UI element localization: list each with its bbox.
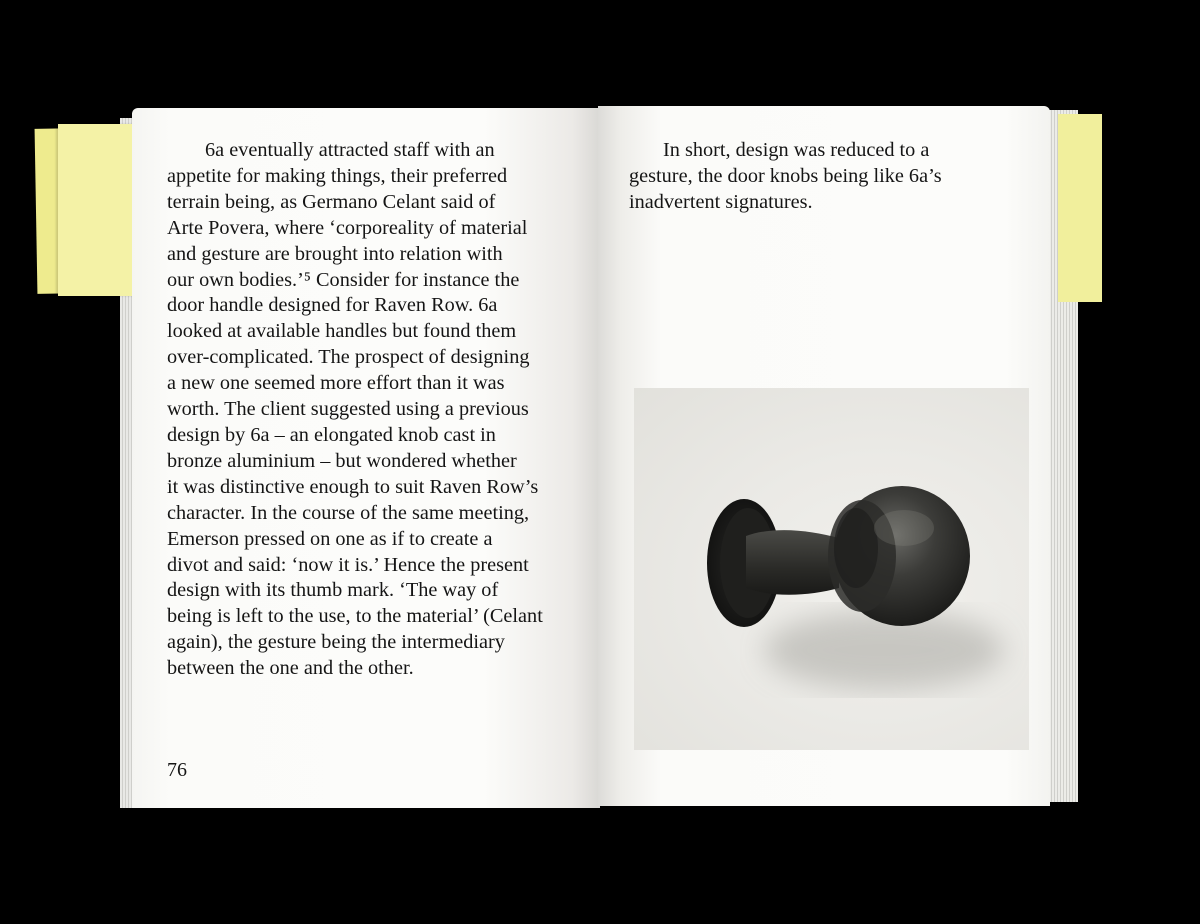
left-page-paragraph: 6a eventually attracted staff with an appetite for making things, their preferred terrain being, as Germano Celant said of Arte Povera, where ‘corporeality of material and gesture are brought into relation with our own bodies.’⁵ Consider for instance the door handle designed for Raven Row. 6a looked at available handles but found them over-complicated. The prospect of designing a new one seemed more effort than it was worth. The client suggested using a previous design by 6a – an elongated knob cast in bronze aluminium – but wondered whether it was distinctive enough to suit Raven Row’s character. In the course of the same meeting, Emerson pressed on one as if to create a divot and said: ‘now it is.’ Hence the present design with its thumb mark. ‘The way of being is left to the use, to the material’ (Celant again), the gesture being the intermediary between the one and the other.: [167, 139, 543, 680]
door-knob-illustration: [634, 388, 1029, 750]
page-number: 76: [167, 759, 187, 781]
sticky-tab-right: [1058, 114, 1102, 302]
door-knob-photo: [634, 388, 1029, 750]
right-page-paragraph: In short, design was reduced to a gesture, the door knobs being like 6a’s inadvertent signatures.: [629, 139, 942, 213]
